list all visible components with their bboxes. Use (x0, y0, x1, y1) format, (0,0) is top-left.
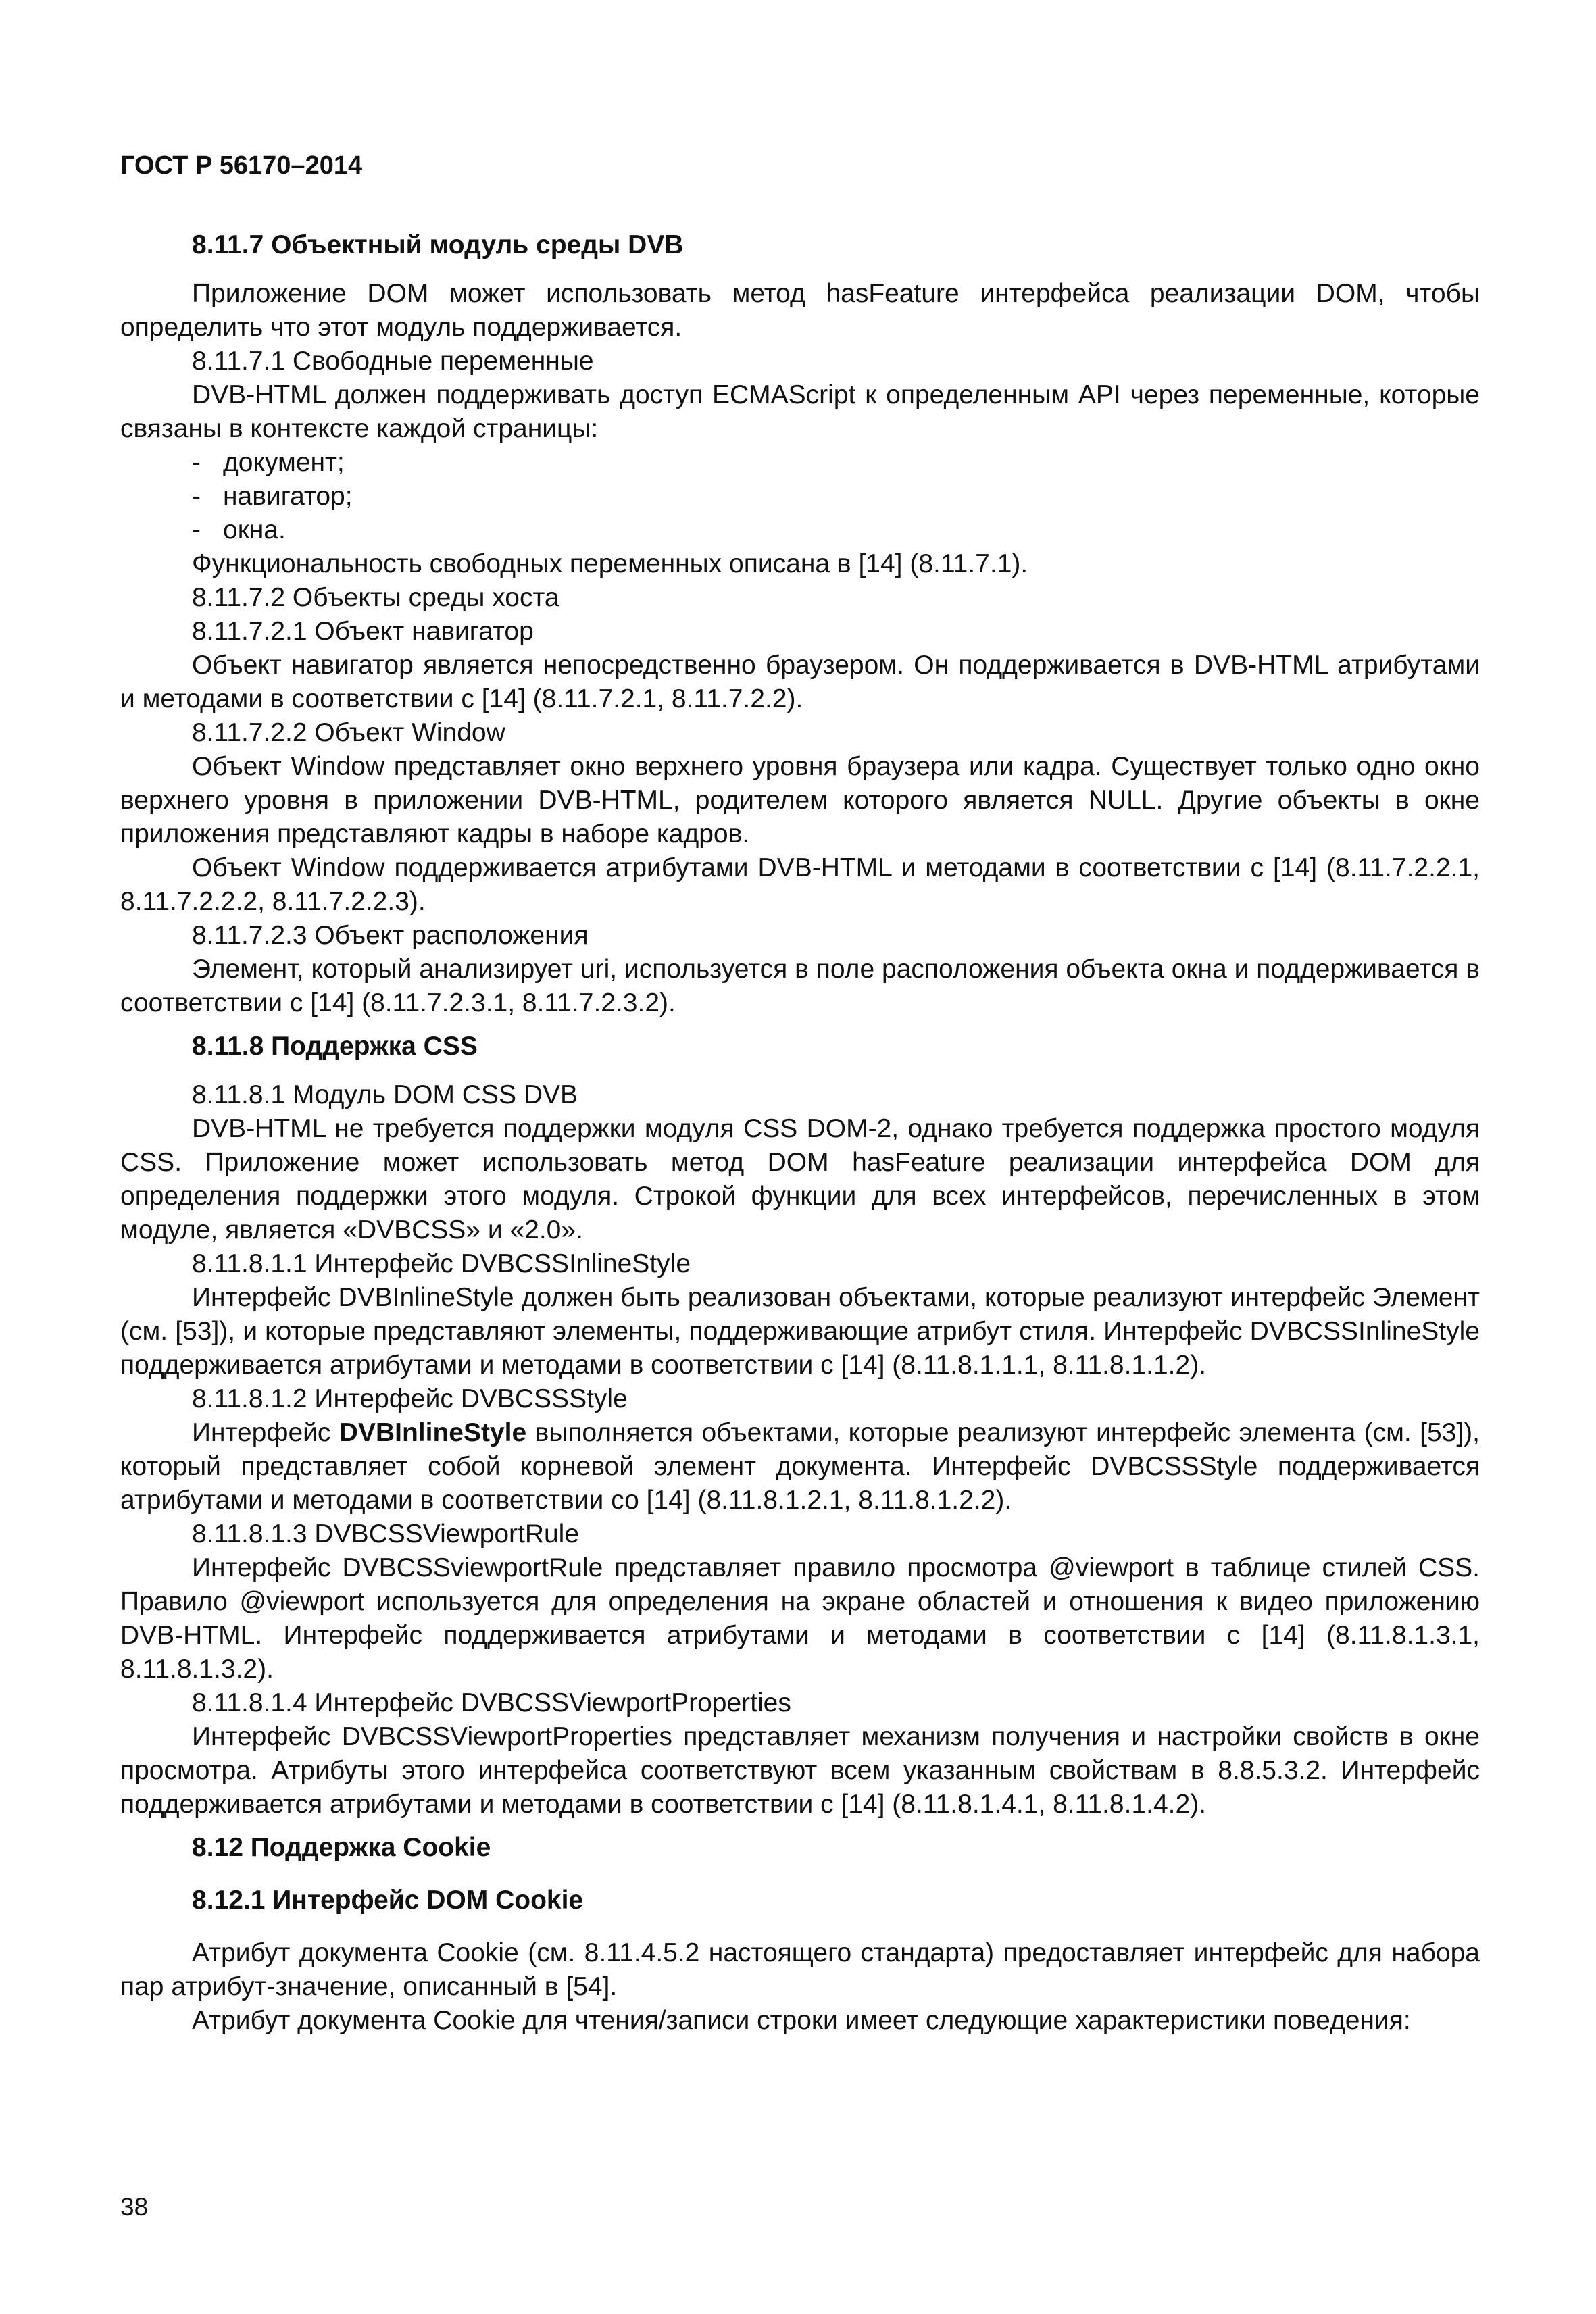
subsection-title: 8.11.7.2.3 Объект расположения (192, 921, 589, 950)
list-item (120, 513, 1480, 547)
paragraph: Интерфейс DVBCSSviewportRule представляет правило просмотра @viewport в таблице стилей CSS. Правило @viewport используется для определения на экране областей и отношения к видео приложению DVB-HTML. Интерфейс поддерживается атрибутами и методами в соответствии с [14] (8.11.8.1.3.1, 8.11.8.1.3.2). (120, 1553, 1480, 1684)
document-body (120, 228, 1480, 2038)
paragraph: DVB-HTML должен поддерживать доступ ECMAScript к определенным API через переменные, которые связаны в контексте каждой страницы: (120, 380, 1480, 443)
paragraph: Интерфейс DVBCSSViewportProperties представляет механизм получения и настройки свойств в окне просмотра. Атрибуты этого интерфейса соответствуют всем указанным свойствам в 8.8.5.3.2. Интерфейс поддерживается атрибутами и методами в соответствии с [14] (8.11.8.1.4.1, 8.11.8.1.4.2). (120, 1722, 1480, 1819)
document-header (120, 149, 362, 182)
section-heading-8-11-8: 8.11.8 Поддержка CSS (192, 1032, 478, 1061)
paragraph: Атрибут документа Cookie для чтения/записи строки имеет следующие характеристики поведения: (192, 2006, 1411, 2035)
paragraph-text: выполняется объектами, которые реализуют интерфейс элемента (см. [53]), который представляет собой корневой элемент документа. Интерфейс DVBCSSStyle поддерживается атрибутами и методами в соответствии со [14] (8.11.8.1.2.1, 8.11.8.1.2.2). (120, 1418, 1480, 1515)
paragraph (120, 1416, 1480, 1517)
document-id: ГОСТ Р 56170–2014 (120, 151, 363, 180)
paragraph: Атрибут документа Cookie (см. 8.11.4.5.2 настоящего стандарта) предоставляет интерфейс для набора пар атрибут-значение, описанный в [54]. (120, 1938, 1480, 2001)
subsection-title: 8.11.8.1.2 Интерфейс DVBCSSStyle (192, 1384, 628, 1413)
list-item-text: документ; (223, 448, 345, 477)
list-item-text: навигатор; (223, 482, 353, 511)
paragraph-text: Интерфейс (192, 1418, 339, 1447)
subsection-title: 8.11.7.2.2 Объект Window (192, 718, 505, 747)
list-dash: - (192, 482, 201, 511)
paragraph: DVB-HTML не требуется поддержки модуля CSS DOM-2, однако требуется поддержка простого модуля CSS. Приложение может использовать метод DOM hasFeature реализации интерфейса DOM для определения поддержки этого модуля. Строкой функции для всех интерфейсов, перечисленных в этом модуле, является «DVBCSS» и «2.0». (120, 1114, 1480, 1244)
list-item (120, 480, 1480, 513)
paragraph: Интерфейс DVBInlineStyle должен быть реализован объектами, которые реализуют интерфейс Элемент (см. [53]), и которые представляют элементы, поддерживающие атрибут стиля. Интерфейс DVBCSSInlineStyle поддерживается атрибутами и методами в соответствии с [14] (8.11.8.1.1.1, 8.11.8.1.1.2). (120, 1283, 1480, 1380)
list-dash: - (192, 515, 201, 545)
subsection-title: 8.11.8.1 Модуль DOM CSS DVB (192, 1080, 578, 1109)
paragraph: Функциональность свободных переменных описана в [14] (8.11.7.1). (192, 549, 1028, 578)
list-item (120, 446, 1480, 480)
subsection-title: 8.11.8.1.3 DVBCSSViewportRule (192, 1519, 580, 1549)
subsection-title: 8.11.7.1 Свободные переменные (192, 347, 594, 376)
subsection-title: 8.11.7.2 Объекты среды хоста (192, 583, 559, 612)
section-heading-8-12: 8.12 Поддержка Cookie (192, 1833, 491, 1862)
list-item-text: окна. (223, 515, 286, 545)
section-heading-8-11-7: 8.11.7 Объектный модуль среды DVB (192, 230, 684, 259)
subsection-title: 8.11.7.2.1 Объект навигатор (192, 617, 534, 646)
paragraph: Элемент, который анализирует uri, используется в поле расположения объекта окна и поддерживается в соответствии с [14] (8.11.7.2.3.1, 8.11.7.2.3.2). (120, 955, 1480, 1017)
subsection-title: 8.11.8.1.4 Интерфейс DVBCSSViewportProperties (192, 1688, 791, 1717)
paragraph: Приложение DOM может использовать метод hasFeature интерфейса реализации DOM, чтобы определить что этот модуль поддерживается. (120, 279, 1480, 342)
paragraph: Объект навигатор является непосредственно браузером. Он поддерживается в DVB-HTML атрибутами и методами в соответствии с [14] (8.11.7.2.1, 8.11.7.2.2). (120, 651, 1480, 713)
page-number: 38 (120, 2193, 149, 2221)
section-heading-8-12-1: 8.12.1 Интерфейс DOM Cookie (192, 1886, 584, 1915)
paragraph: Объект Window поддерживается атрибутами DVB-HTML и методами в соответствии с [14] (8.11.7.2.2.1, 8.11.7.2.2.2, 8.11.7.2.2.3). (120, 853, 1480, 916)
paragraph: Объект Window представляет окно верхнего уровня браузера или кадра. Существует только одно окно верхнего уровня в приложении DVB-HTML, родителем которого является NULL. Другие объекты в окне приложения представляют кадры в наборе кадров. (120, 752, 1480, 849)
subsection-title: 8.11.8.1.1 Интерфейс DVBCSSInlineStyle (192, 1249, 691, 1278)
list-dash: - (192, 448, 201, 477)
bold-term: DVBInlineStyle (339, 1418, 527, 1447)
